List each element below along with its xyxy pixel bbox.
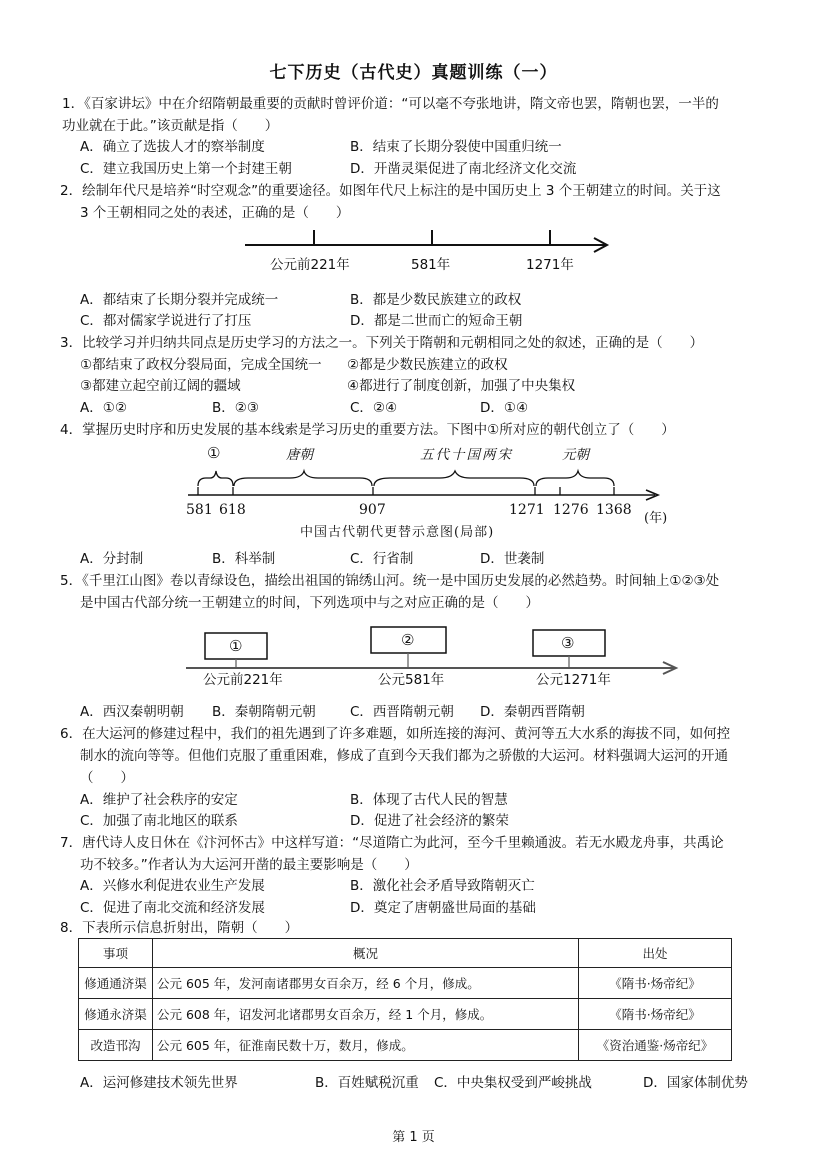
- q2-stem-cont: 3 个王朝相同之处的表述，正确的是（ ）: [80, 205, 350, 221]
- q6-option-c: C．加强了南北地区的联系: [80, 813, 238, 829]
- q2-option-c: C．都对儒家学说进行了打压: [80, 313, 252, 329]
- q5-stem: 5．《千里江山图》卷以青绿设色，描绘出祖国的锦绣山河。统一是中国历史发展的必然趋势。时间轴上①②③处: [60, 573, 720, 589]
- table-cell: 公元 608 年，诏发河北诸郡男女百余万，经 1 个月，修成。: [153, 999, 579, 1030]
- table-header: 事项: [79, 939, 153, 968]
- q4-option-a: A．分封制: [80, 551, 144, 567]
- q3-option-d: D．①④: [480, 400, 529, 416]
- q1-option-c: C．建立我国历史上第一个封建王朝: [80, 161, 292, 177]
- q4-period-song: 五代十国两宋: [420, 447, 513, 463]
- q5-option-c: C．西晋隋朝元朝: [350, 704, 454, 720]
- q2-label-1271: 1271年: [526, 257, 574, 273]
- q2-option-b: B．都是少数民族建立的政权: [350, 292, 522, 308]
- q2-option-d: D．都是二世而亡的短命王朝: [350, 313, 523, 329]
- q4-period-yuan: 元朝: [562, 447, 589, 463]
- q7-stem-cont: 功不较多。”作者认为大运河开凿的最主要影响是（ ）: [80, 857, 418, 873]
- q6-stem-paren: （ ）: [80, 770, 134, 786]
- q8-option-c: C．中央集权受到严峻挑战: [434, 1075, 592, 1091]
- q6-option-b: B．体现了古代人民的智慧: [350, 792, 508, 808]
- table-header-row: [79, 939, 732, 968]
- q8-stem: 8．下表所示信息折射出，隋朝（ ）: [60, 920, 299, 936]
- q6-stem: 6．在大运河的修建过程中，我们的祖先遇到了许多难题，如所连接的海河、黄河等五大水系的海拔不同，如何控: [60, 726, 731, 742]
- table-cell: 修通永济渠: [79, 999, 153, 1030]
- table-cell: 改造邗沟: [79, 1030, 153, 1061]
- table-header: 概况: [153, 939, 579, 968]
- q5-label-2: 公元581年: [378, 672, 445, 688]
- q5-box-1-label: ①: [229, 637, 243, 655]
- table-header: 出处: [579, 939, 732, 968]
- table-cell: 公元 605 年，发河南诸郡男女百余万，经 6 个月，修成。: [153, 968, 579, 999]
- q3-statement-3: ③都建立起空前辽阔的疆域: [80, 378, 241, 394]
- brace-yuan: [536, 471, 614, 486]
- q7-stem: 7．唐代诗人皮日休在《汴河怀古》中这样写道：“尽道隋亡为此河，至今千里赖通波。若无水殿龙舟事，共禹论: [60, 835, 724, 851]
- q4-tick-label-618: 618: [219, 502, 246, 518]
- q8-option-d: D．国家体制优势: [643, 1075, 748, 1091]
- q8-option-a: A．运河修建技术领先世界: [80, 1075, 238, 1091]
- q3-statement-1: ①都结束了政权分裂局面，完成全国统一: [80, 357, 322, 373]
- q4-option-c: C．行省制: [350, 551, 414, 567]
- q5-box-2-label: ②: [401, 631, 415, 649]
- q3-statement-2: ②都是少数民族建立的政权: [347, 357, 508, 373]
- q3-stem: 3．比较学习并归纳共同点是历史学习的方法之一。下列关于隋朝和元朝相同之处的叙述，正确的是（ ）: [60, 335, 704, 351]
- q4-tick-label-1276: 1276: [553, 502, 589, 518]
- q8-table: [78, 938, 732, 1061]
- table-row: [79, 968, 732, 999]
- table-cell: 《隋书·炀帝纪》: [579, 968, 732, 999]
- q5-option-a: A．西汉秦朝明朝: [80, 704, 184, 720]
- q4-tick-label-907: 907: [359, 502, 386, 518]
- q2-label-221bc: 公元前221年: [270, 257, 350, 273]
- q1-stem-cont: 功业就在于此。”该贡献是指（ ）: [62, 118, 279, 134]
- q4-period-1: ①: [207, 444, 221, 462]
- table-cell: 《资治通鉴·炀帝纪》: [579, 1030, 732, 1061]
- q5-label-1: 公元前221年: [203, 672, 283, 688]
- q6-stem-cont: 制水的流向等等。但他们克服了重重困难，修成了直到今天我们都为之骄傲的大运河。材料强调大运河的开通: [80, 748, 728, 764]
- q4-tick-label-581: 581: [186, 502, 213, 518]
- q2-option-a: A．都结束了长期分裂并完成统一: [80, 292, 279, 308]
- page-title: 七下历史（古代史）真题训练（一）: [269, 63, 558, 83]
- q4-caption: 中国古代朝代更替示意图(局部): [300, 525, 495, 540]
- table-cell: 《隋书·炀帝纪》: [579, 999, 732, 1030]
- q7-option-b: B．激化社会矛盾导致隋朝灭亡: [350, 878, 535, 894]
- q1-option-a: A．确立了选拔人才的察举制度: [80, 139, 265, 155]
- table-row: [79, 1030, 732, 1061]
- q4-period-tang: 唐朝: [286, 447, 313, 463]
- q3-option-b: B．②③: [212, 400, 259, 416]
- q2-label-581: 581年: [411, 257, 451, 273]
- q7-option-d: D．奠定了唐朝盛世局面的基础: [350, 900, 536, 916]
- q5-option-d: D．秦朝西晋隋朝: [480, 704, 585, 720]
- q5-option-b: B．秦朝隋朝元朝: [212, 704, 316, 720]
- q4-option-d: D．世袭制: [480, 551, 545, 567]
- q4-timeline: [0, 440, 827, 500]
- q1-stem: 1．《百家讲坛》中在介绍隋朝最重要的贡献时曾评价道：“可以毫不夸张地讲，隋文帝也罢，隋朝也罢，一半的: [62, 96, 719, 112]
- q2-stem: 2．绘制年代尺是培养“时空观念”的重要途径。如图年代尺上标注的是中国历史上 3 个王朝建立的时间。关于这: [60, 183, 721, 199]
- q8-option-b: B．百姓赋税沉重: [315, 1075, 419, 1091]
- table-row: [79, 999, 732, 1030]
- q4-tick-label-1368: 1368: [596, 502, 632, 518]
- table-cell: 公元 605 年，征淮南民数十万，数月，修成。: [153, 1030, 579, 1061]
- q1-option-d: D．开凿灵渠促进了南北经济文化交流: [350, 161, 577, 177]
- q4-option-b: B．科举制: [212, 551, 276, 567]
- q7-option-c: C．促进了南北交流和经济发展: [80, 900, 265, 916]
- q7-option-a: A．兴修水利促进农业生产发展: [80, 878, 265, 894]
- brace-five-dynasties-song: [374, 471, 534, 486]
- q5-label-3: 公元1271年: [536, 672, 611, 688]
- page-number: 第 1 页: [392, 1130, 435, 1145]
- q5-box-3-label: ③: [561, 634, 575, 652]
- q6-option-d: D．促进了社会经济的繁荣: [350, 813, 509, 829]
- table-cell: 修通通济渠: [79, 968, 153, 999]
- q4-stem: 4．掌握历史时序和历史发展的基本线索是学习历史的重要方法。下图中①所对应的朝代创立了（ ）: [60, 422, 675, 438]
- q5-stem-cont: 是中国古代部分统一王朝建立的时间，下列选项中与之对应正确的是（ ）: [80, 595, 539, 611]
- brace-tang: [234, 471, 372, 486]
- q4-unit: (年): [644, 511, 668, 526]
- q6-option-a: A．维护了社会秩序的安定: [80, 792, 238, 808]
- q1-option-b: B．结束了长期分裂使中国重归统一: [350, 139, 562, 155]
- q3-option-c: C．②④: [350, 400, 398, 416]
- q4-tick-label-1271: 1271: [509, 502, 545, 518]
- q3-option-a: A．①②: [80, 400, 127, 416]
- brace-period-1: [198, 471, 233, 486]
- q3-statement-4: ④都进行了制度创新，加强了中央集权: [347, 378, 576, 394]
